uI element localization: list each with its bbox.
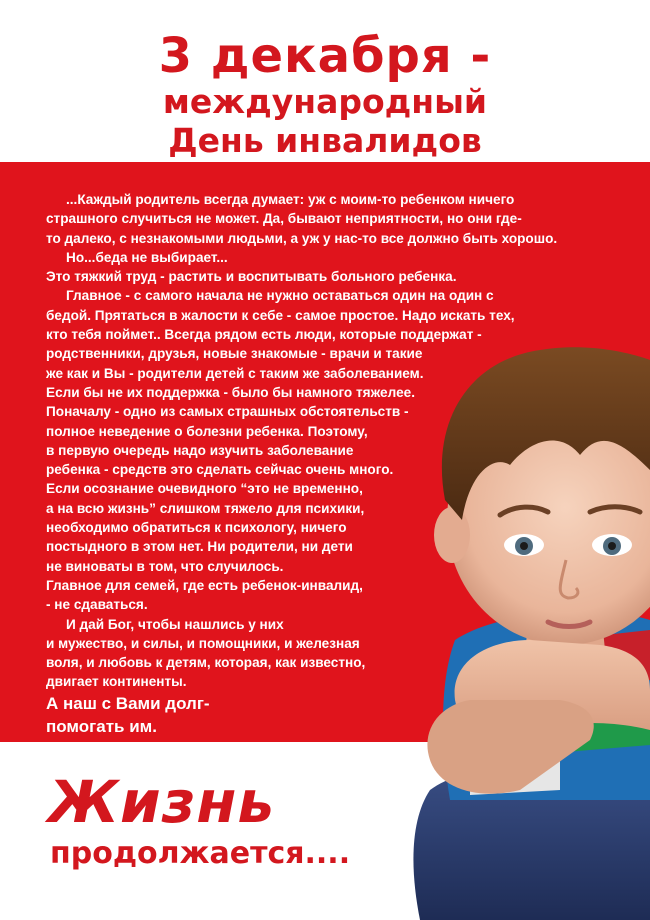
text-line: Главное для семей, где есть ребенок-инвалид, xyxy=(46,577,363,593)
text-line: Если осознание очевидного “это не временно, xyxy=(46,481,363,497)
text-line: двигает континенты. xyxy=(46,674,187,690)
duty-line-1: А наш с Вами долг- xyxy=(46,694,210,713)
text-line: И дай Бог, чтобы нашлись у них xyxy=(66,616,284,632)
text-line: то далеко, с незнакомыми людьми, а уж у нас-то все должно быть хорошо. xyxy=(46,230,558,246)
text-line: Если бы не их поддержка - было бы намного тяжелее. xyxy=(46,384,415,400)
text-line: и мужество, и силы, и помощники, и железная xyxy=(46,635,360,651)
text-line: Поначалу - одно из самых страшных обстоятельств - xyxy=(46,404,409,420)
title-day-of-disabled: День инвалидов xyxy=(168,121,482,160)
text-line: родственники, друзья, новые знакомые - врачи и такие xyxy=(46,346,423,362)
slogan-life: Жизнь xyxy=(48,768,276,836)
text-line: Это тяжкий труд - растить и воспитывать больного ребенка. xyxy=(46,269,457,285)
text-line: полное неведение о болезни ребенка. Поэтому, xyxy=(46,423,368,439)
text-line: Но...беда не выбирает... xyxy=(66,249,228,265)
title-date: 3 декабря - xyxy=(158,28,492,84)
text-line: же как и Вы - родители детей с таким же заболеванием. xyxy=(46,365,424,381)
article-text xyxy=(46,190,558,692)
text-line: в первую очередь надо изучить заболевание xyxy=(46,442,354,458)
text-line: а на всю жизнь” слишком тяжело для психики, xyxy=(46,500,365,516)
text-line: не виноваты в том, что случилось. xyxy=(46,558,284,574)
text-line: необходимо обратиться к психологу, ничего xyxy=(46,520,347,536)
text-line: страшного случиться не может. Да, бывают неприятности, но они где- xyxy=(46,211,522,227)
slogan-continues: продолжается.... xyxy=(50,836,351,871)
text-line: Главное - с самого начала не нужно оставаться один на один с xyxy=(66,288,494,304)
text-line: - не сдаваться. xyxy=(46,597,148,613)
text-line: воля, и любовь к детям, которая, как известно, xyxy=(46,655,366,671)
text-line: бедой. Прятаться в жалости к себе - самое простое. Надо искать тех, xyxy=(46,307,515,323)
text-line: ребенка - средств это сделать сейчас очень много. xyxy=(46,462,394,478)
title-international: международный xyxy=(162,82,488,121)
text-line: ...Каждый родитель всегда думает: уж с моим-то ребенком ничего xyxy=(66,192,515,207)
duty-line-2: помогать им. xyxy=(46,717,157,736)
duty-statement xyxy=(46,692,210,738)
text-line: постыдного в этом нет. Ни родители, ни дети xyxy=(46,539,353,555)
text-line: кто тебя поймет.. Всегда рядом есть люди, которые поддержат - xyxy=(46,327,482,343)
